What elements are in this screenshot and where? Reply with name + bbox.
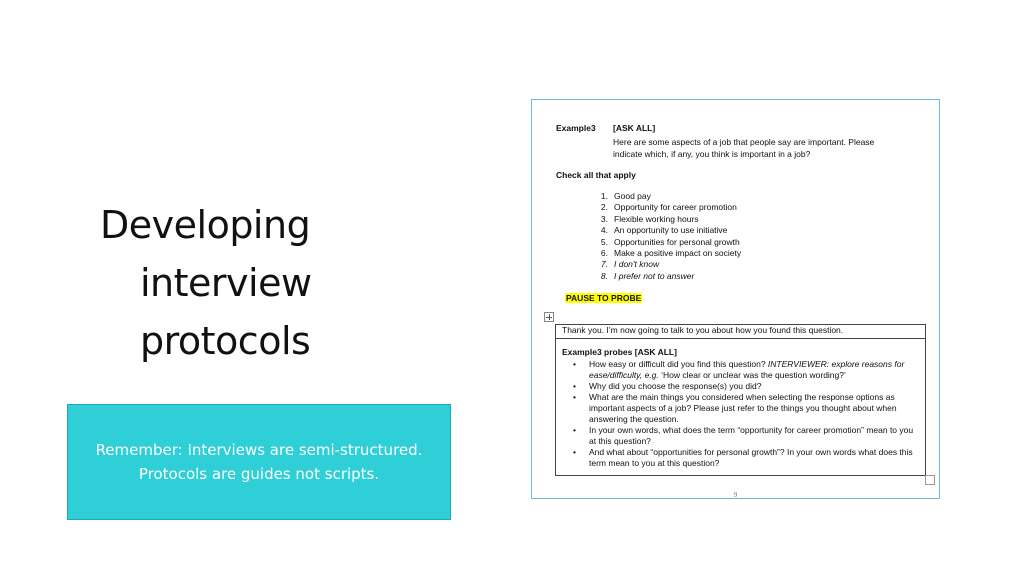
title-line-3: protocols xyxy=(140,319,311,363)
page-number: 9 xyxy=(733,491,738,499)
reminder-note-box xyxy=(67,404,451,520)
list-item: 8. I prefer not to answer xyxy=(600,270,695,281)
slide-title xyxy=(100,196,360,370)
resize-handle-icon xyxy=(925,475,935,485)
list-item: 7. I don't know xyxy=(600,259,660,270)
example-tag: [ASK ALL] xyxy=(613,123,656,133)
protocol-document-image xyxy=(531,99,940,499)
list-item: 1. Good pay xyxy=(600,191,651,201)
list-item: • Why did you choose the response(s) you did? xyxy=(562,381,920,392)
probe-heading: Example3 probes [ASK ALL] xyxy=(562,347,677,357)
list-item: • What are the main things you considered when selecting the response options as important aspects of a job? Please just refer to the things you thought about when answering the question. xyxy=(562,392,920,425)
title-line-2: interview xyxy=(140,261,312,305)
list-item: 2. Opportunity for career promotion xyxy=(600,202,737,213)
list-item: 6. Make a positive impact on society xyxy=(600,248,742,259)
probe-list xyxy=(562,359,920,469)
pause-to-probe-label: PAUSE TO PROBE xyxy=(566,293,642,303)
title-line-1: Developing xyxy=(100,203,311,247)
list-item: • And what about “opportunities for personal growth”? In your own words what does this term mean to you at this question? xyxy=(562,447,920,469)
probe-intro-text: Thank you. I’m now going to talk to you about how you found this question. xyxy=(562,325,844,335)
list-item: 4. An opportunity to use initiative xyxy=(600,225,728,236)
table-divider xyxy=(556,338,925,339)
response-options-list xyxy=(593,191,741,282)
check-all-label: Check all that apply xyxy=(556,170,636,180)
example-question-text: Here are some aspects of a job that people say are important. Please indicate which, if any, you think is important in a job? xyxy=(613,137,875,159)
note-line-2: Protocols are guides not scripts. xyxy=(138,465,380,483)
note-line-1: Remember: Interviews are semi-structured. xyxy=(95,441,423,459)
probe-table xyxy=(555,324,926,476)
example-label: Example3 xyxy=(556,123,596,133)
list-item: 3. Flexible working hours xyxy=(600,213,699,224)
list-item: • In your own words, what does the term “opportunity for career promotion” mean to you at this question? xyxy=(562,425,920,447)
list-item: • How easy or difficult did you find this question? INTERVIEWER: explore reasons for ease/difficulty, e.g. ‘How clear or unclear was the question wording?’ xyxy=(562,359,920,381)
list-item: 5. Opportunities for personal growth xyxy=(600,236,740,247)
table-move-handle-icon xyxy=(544,312,554,322)
